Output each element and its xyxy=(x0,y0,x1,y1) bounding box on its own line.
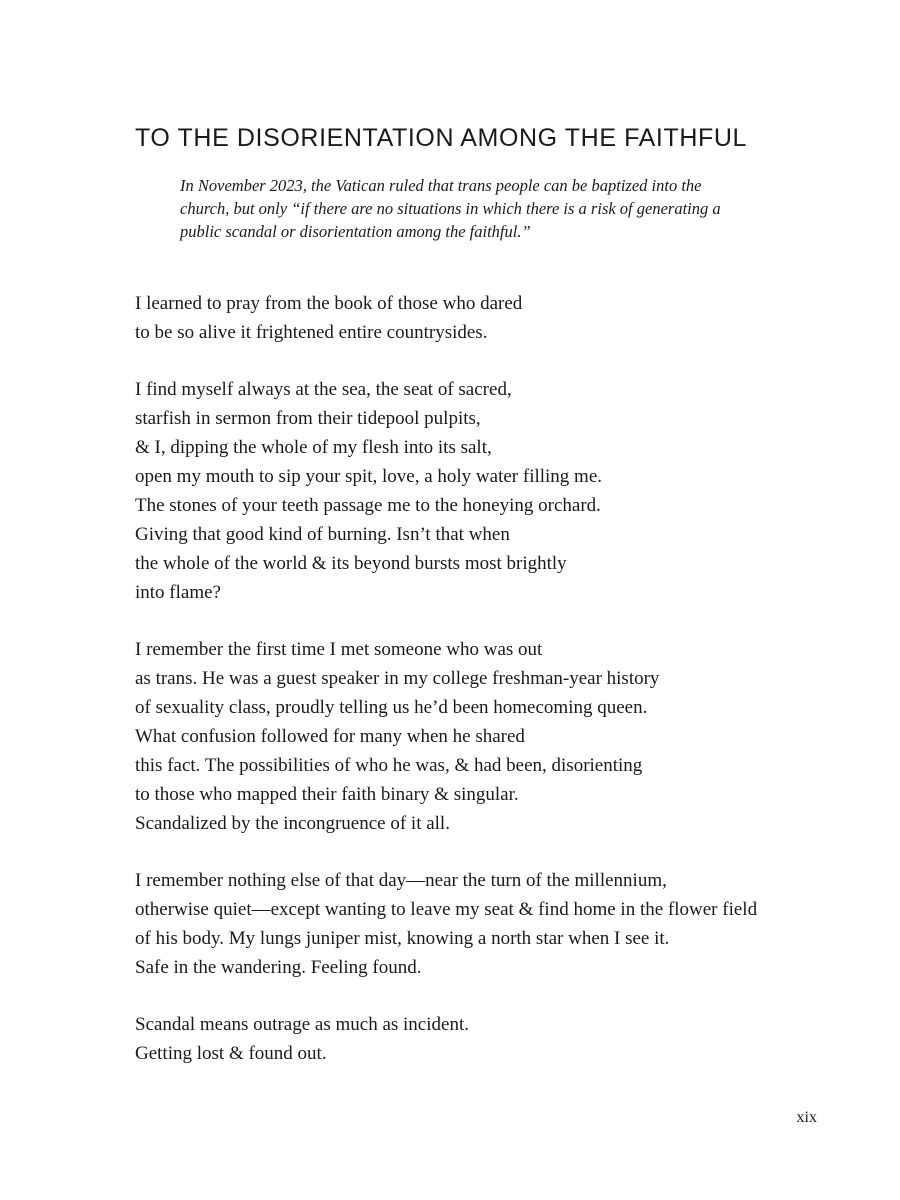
poem-body xyxy=(135,289,835,1096)
stanza xyxy=(135,635,835,838)
page-number: xix xyxy=(796,1109,817,1126)
stanza xyxy=(135,375,835,607)
poem-line: as trans. He was a guest speaker in my college freshman-year history xyxy=(135,668,660,689)
poem-line: Scandal means outrage as much as incident. xyxy=(135,1014,469,1035)
poem-line: into flame? xyxy=(135,582,221,603)
stanza xyxy=(135,289,835,347)
poem-line: Scandalized by the incongruence of it all. xyxy=(135,813,450,834)
poem-line: I remember the first time I met someone who was out xyxy=(135,639,543,660)
poem-line: I find myself always at the sea, the seat of sacred, xyxy=(135,379,512,400)
poem-line: I learned to pray from the book of those who dared xyxy=(135,293,523,314)
poem-line: otherwise quiet—except wanting to leave my seat & find home in the flower field xyxy=(135,899,758,920)
poem-line: the whole of the world & its beyond bursts most brightly xyxy=(135,553,567,574)
poem-line: & I, dipping the whole of my flesh into its salt, xyxy=(135,437,492,458)
poem-line: starfish in sermon from their tidepool pulpits, xyxy=(135,408,481,429)
poem-line: open my mouth to sip your spit, love, a holy water filling me. xyxy=(135,466,603,487)
stanza xyxy=(135,866,835,982)
stanza xyxy=(135,1010,835,1068)
poem-title: TO THE DISORIENTATION AMONG THE FAITHFUL xyxy=(135,124,748,152)
poem-line: Giving that good kind of burning. Isn’t that when xyxy=(135,524,510,545)
poem-line: to be so alive it frightened entire countrysides. xyxy=(135,322,488,343)
poem-line: What confusion followed for many when he shared xyxy=(135,726,525,747)
poem-line: of sexuality class, proudly telling us he’d been homecoming queen. xyxy=(135,697,648,718)
poem-line: I remember nothing else of that day—near the turn of the millennium, xyxy=(135,870,667,891)
poem-line: to those who mapped their faith binary & singular. xyxy=(135,784,519,805)
poem-line: Safe in the wandering. Feeling found. xyxy=(135,957,422,978)
poem-line: of his body. My lungs juniper mist, knowing a north star when I see it. xyxy=(135,928,670,949)
poem-line: this fact. The possibilities of who he was, & had been, disorienting xyxy=(135,755,643,776)
epigraph: In November 2023, the Vatican ruled that trans people can be baptized into the church, but only “if there are no situations in which there is a risk of generating a public scandal or disorientation among the faithful.” xyxy=(180,176,721,241)
poem-line: Getting lost & found out. xyxy=(135,1043,327,1064)
poem-line: The stones of your teeth passage me to the honeying orchard. xyxy=(135,495,601,516)
